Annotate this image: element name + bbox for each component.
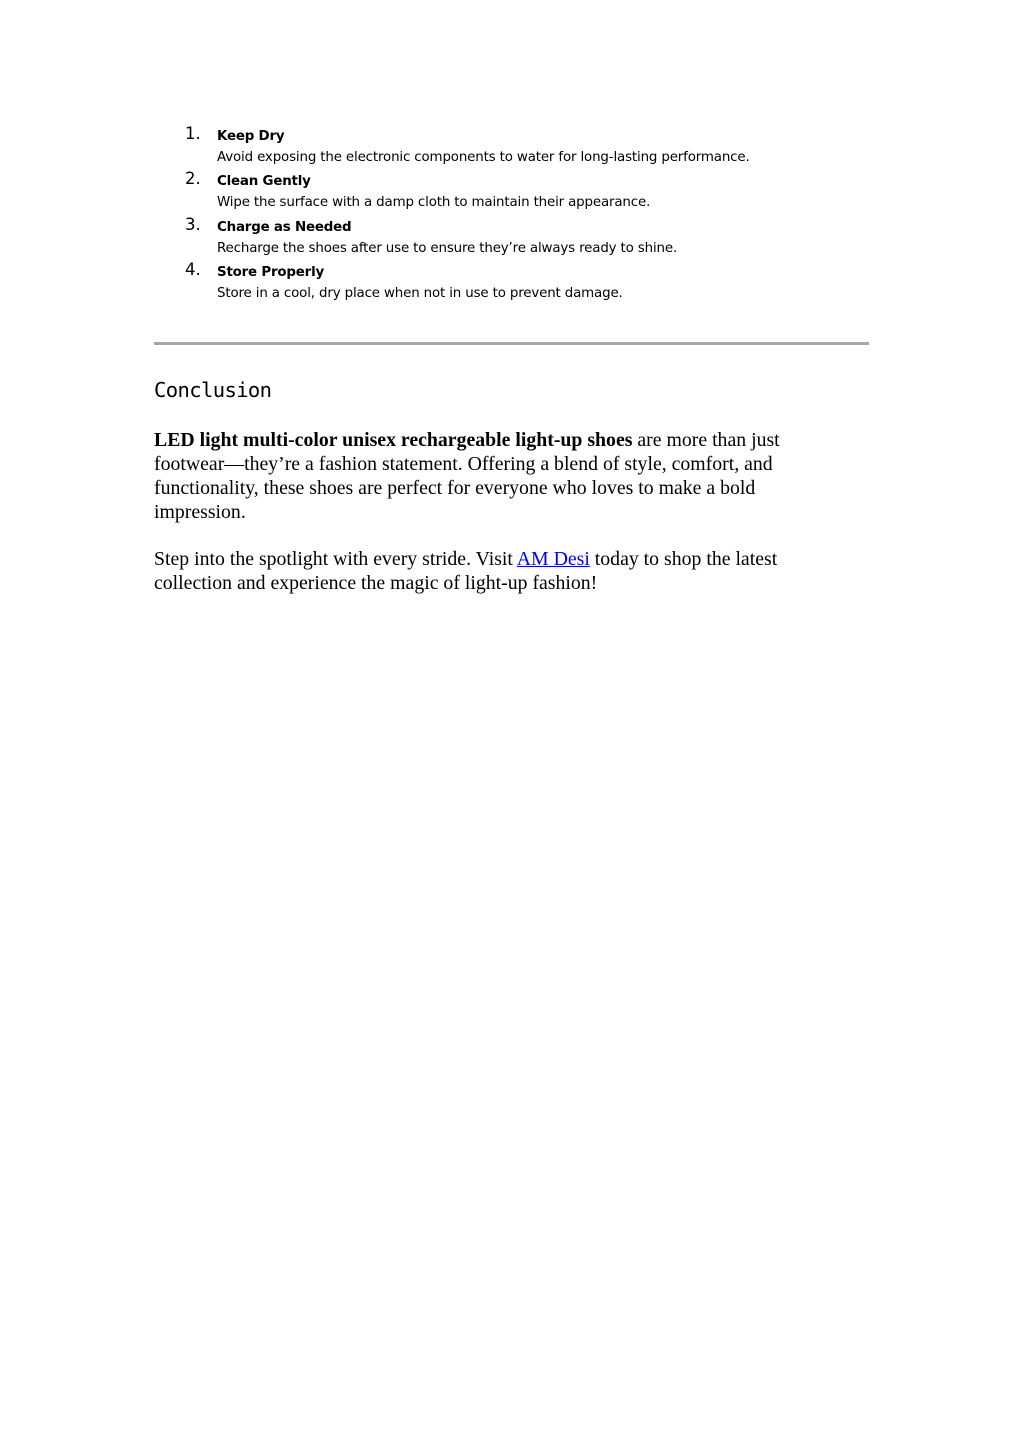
tip-description: Avoid exposing the electronic components to water for long-lasting performance.	[217, 150, 750, 165]
list-number: 1.	[185, 124, 201, 143]
paragraph-text: are more than just	[632, 429, 780, 451]
paragraph-line: functionality, these shoes are perfect for everyone who loves to make a bold	[154, 477, 756, 499]
care-tips-list	[185, 122, 875, 303]
product-name-bold: LED light multi-color unisex rechargeable light-up shoes	[154, 429, 633, 451]
paragraph-line: collection and experience the magic of light-up fashion!	[154, 572, 598, 594]
list-number: 2.	[185, 169, 201, 189]
conclusion-heading: Conclusion	[154, 378, 272, 402]
paragraph-text: today to shop the latest	[589, 548, 778, 570]
list-item	[185, 213, 875, 258]
am-desi-link[interactable]: AM Desi	[516, 548, 590, 570]
tip-title: Charge as Needed	[217, 219, 352, 235]
tip-description: Wipe the surface with a damp cloth to maintain their appearance.	[217, 195, 651, 211]
conclusion-paragraph	[154, 428, 874, 524]
horizontal-divider	[154, 342, 869, 345]
list-number: 3.	[185, 214, 201, 234]
list-item	[185, 167, 875, 212]
paragraph-text: Step into the spotlight with every stride. Visit	[154, 548, 517, 570]
call-to-action-paragraph	[154, 547, 874, 595]
tip-title: Store Properly	[217, 264, 324, 280]
list-item	[185, 258, 875, 303]
paragraph-line: impression.	[154, 501, 246, 523]
tip-description: Recharge the shoes after use to ensure they’re always ready to shine.	[217, 240, 678, 256]
paragraph-line: footwear—they’re a fashion statement. Offering a blend of style, comfort, and	[154, 453, 773, 475]
tip-title: Keep Dry	[217, 129, 285, 144]
paragraph-line	[154, 428, 874, 452]
tip-description: Store in a cool, dry place when not in use to prevent damage.	[217, 285, 623, 301]
list-number: 4.	[185, 259, 201, 279]
paragraph-line	[154, 547, 874, 571]
list-item	[185, 122, 875, 167]
tip-title: Clean Gently	[217, 174, 311, 190]
